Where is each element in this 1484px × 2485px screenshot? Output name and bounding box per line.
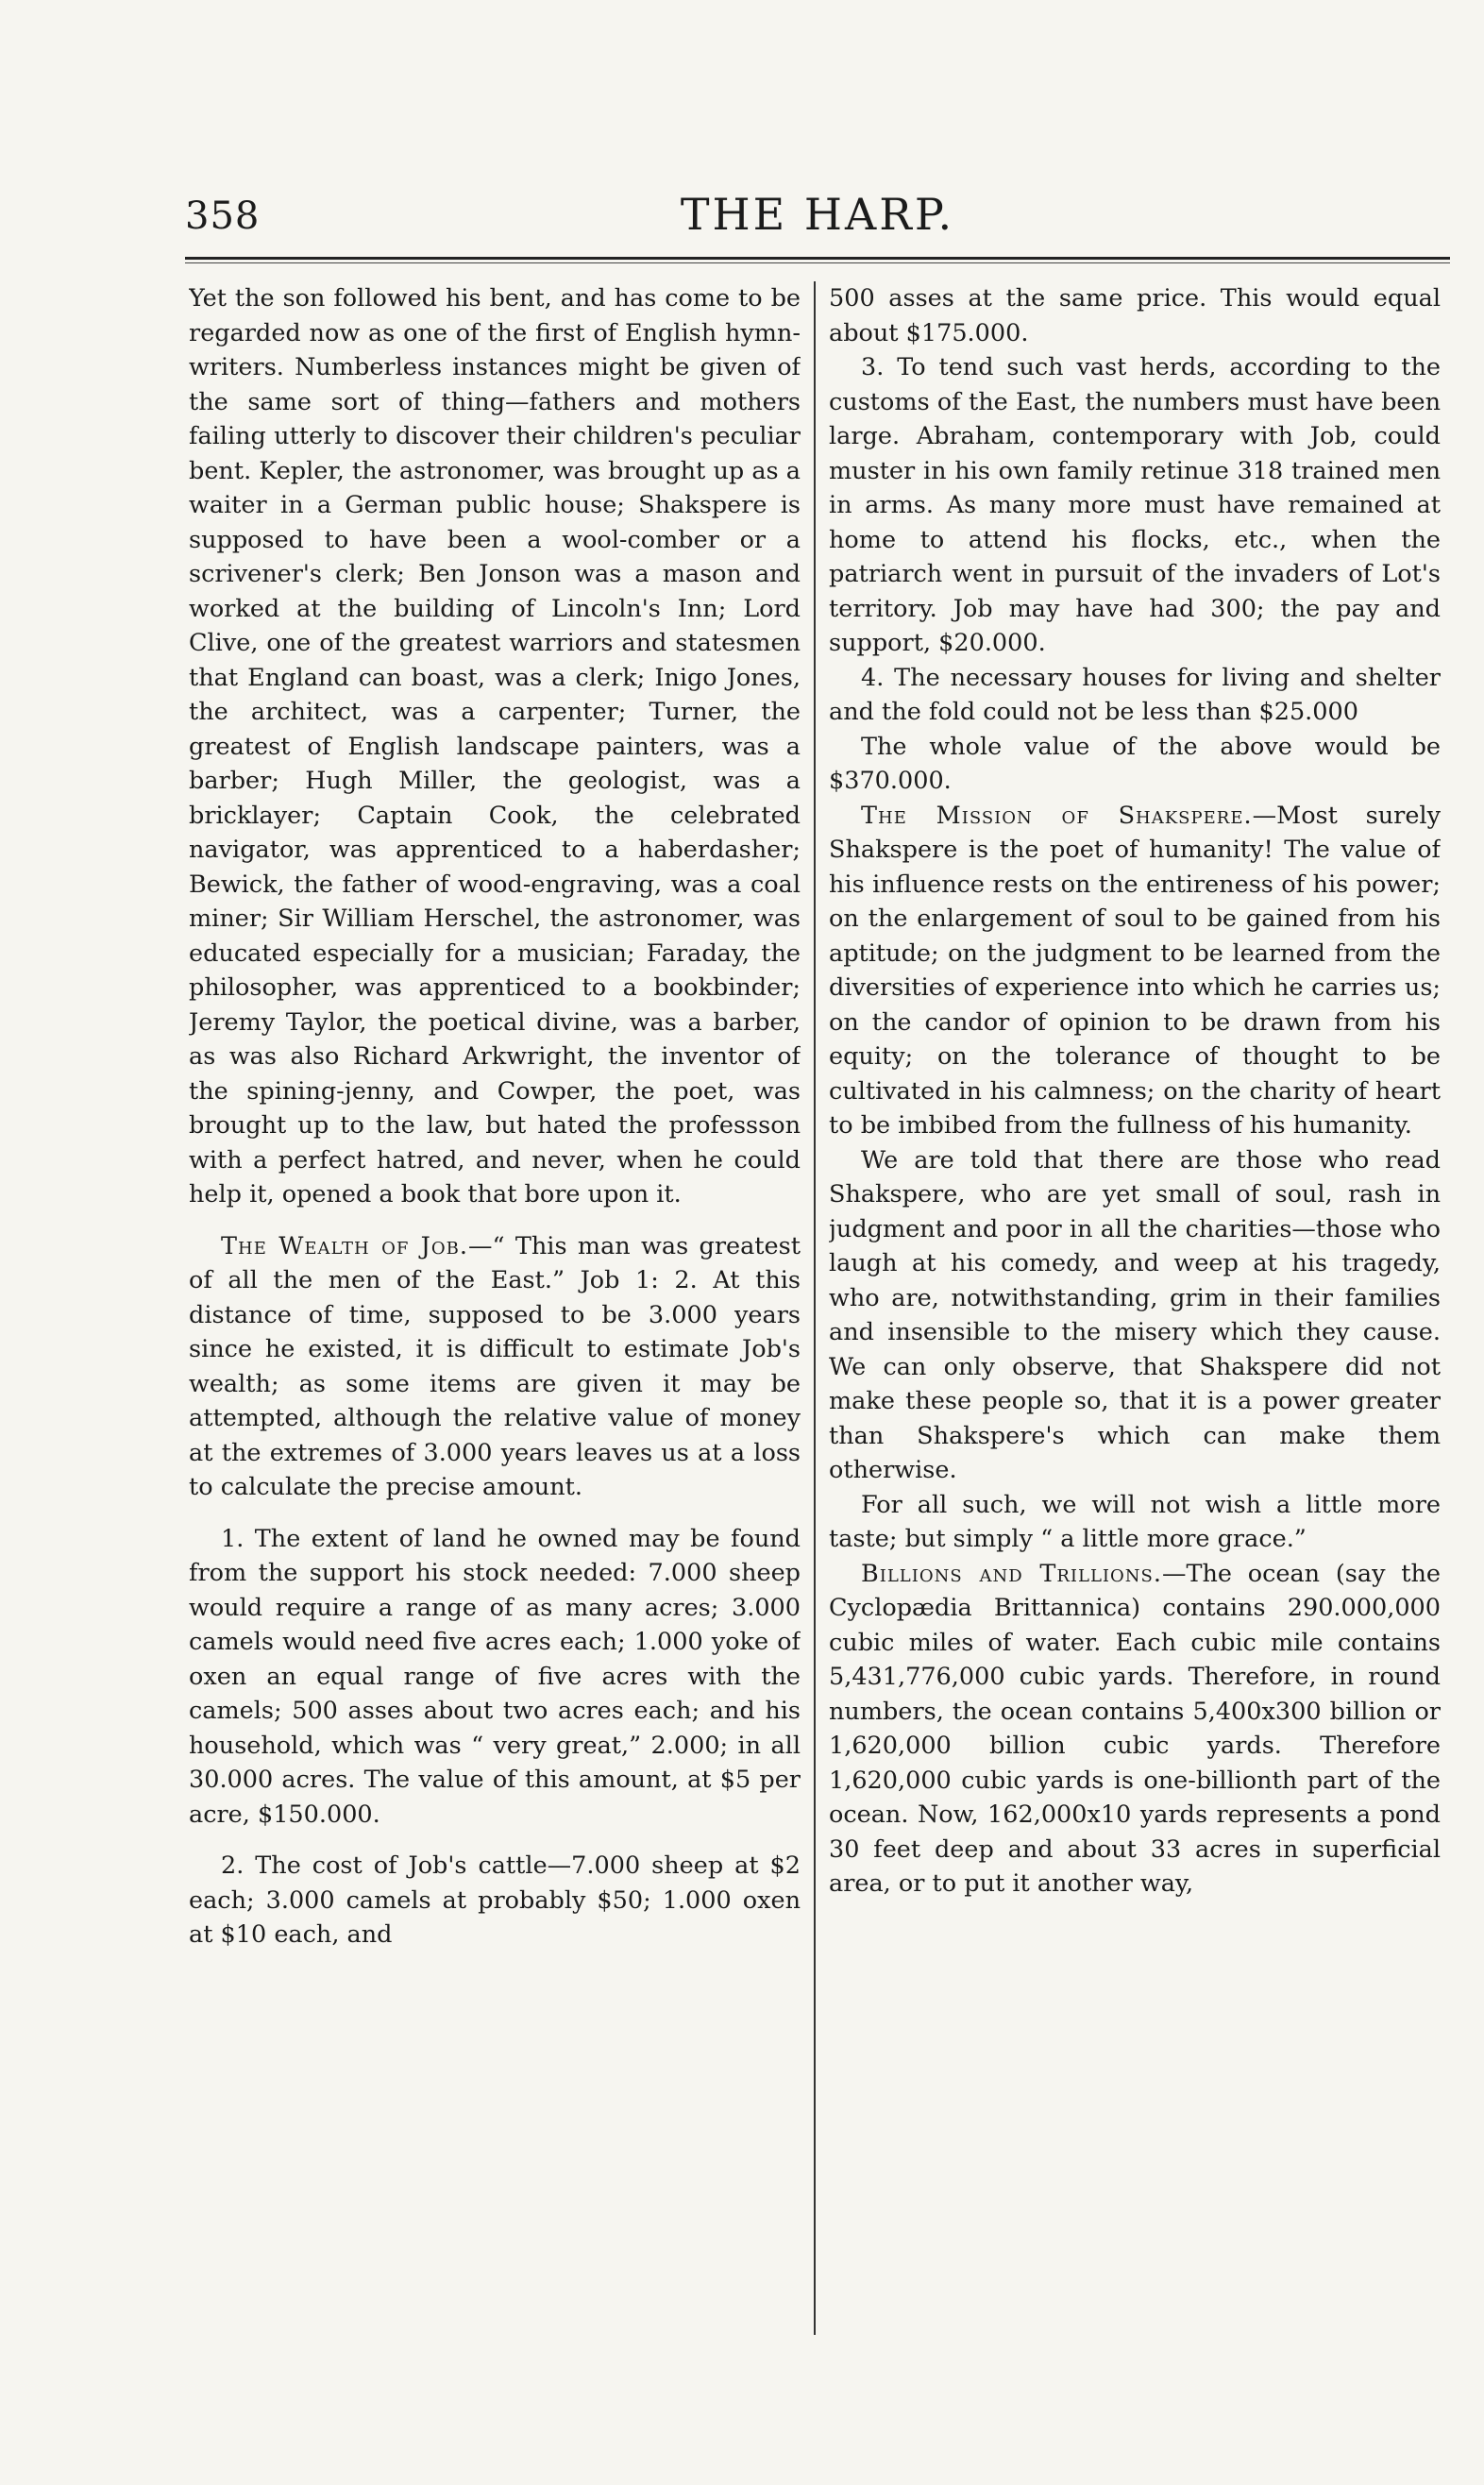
- paragraph-we-are-told: We are told that there are those who read Shakspere, who are yet small of soul, rash in judgment and poor in all the charities—those who laugh at his comedy, and weep at his tragedy, who are, notwithstanding, grim in their families and insensible to the misery which they cause. We can only observe, that Shakspere did not make these people so, that it is a power greater than Shakspere's which can make them otherwise.: [829, 1145, 1441, 1484]
- paragraph-for-all-such: For all such, we will not wish a little more taste; but simply “ a little more grace.”: [829, 1490, 1441, 1553]
- paragraph-wealth-of-job: [189, 1229, 801, 1505]
- paragraph-total-value: The whole value of the above would be $370.000.: [829, 732, 1441, 795]
- page-header: [185, 189, 1450, 247]
- mission-of-shakspere-text: —Most surely Shakspere is the poet of humanity! The value of his influence rests on the entireness of his power; on the enlargement of soul to be gained from his aptitude; on the judgment to be learned from the diversities of experience into which he carries us; on the candor of opinion to be drawn from his equity; on the tolerance of thought to be cultivated in his calmness; on the charity of heart to be imbibed from the fullness of his humanity.: [829, 801, 1441, 1140]
- paragraph-billions-and-trillions: [829, 1557, 1441, 1902]
- wealth-of-job-text: —“ This man was greatest of all the men of the East.” Job 1: 2. At this distance of time, supposed to be 3.000 years since he existed, it is difficult to estimate Job's wealth; as some items are given it may be attempted, although the relative value of money at the extremes of 3.000 years leaves us at a loss to calculate the precise amount.: [189, 1231, 801, 1501]
- paragraph-item-2: 2. The cost of Job's cattle—7.000 sheep at $2 each; 3.000 camels at probably $50; 1.000 oxen at $10 each, and: [189, 1851, 801, 1949]
- paragraph-item-3: 3. To tend such vast herds, according to the customs of the East, the numbers must have been large. Abraham, contemporary with Job, could muster in his own family retinue 318 trained men in arms. As many more must have remained at home to attend his flocks, etc., when the patriarch went in pursuit of the invaders of Lot's territory. Job may have had 300; the pay and support, $20.000.: [829, 353, 1441, 657]
- section-heading-wealth-of-job: The Wealth of Job.: [221, 1231, 468, 1260]
- column-divider: [814, 281, 816, 2335]
- header-rule: [185, 257, 1450, 263]
- right-column: [829, 281, 1441, 2334]
- paragraph-continued: 500 asses at the same price. This would equal about $175.000.: [829, 284, 1441, 347]
- section-heading-billions-and-trillions: Billions and Trillions.: [861, 1559, 1162, 1588]
- running-title: THE HARP.: [680, 189, 955, 240]
- left-column: [189, 281, 801, 2334]
- paragraph-mission-of-shakspere: [829, 799, 1441, 1143]
- billions-and-trillions-text: —The ocean (say the Cyclopædia Brittannica) contains 290.000,000 cubic miles of water. Each cubic mile contains 5,431,776,000 cubic yards. Therefore, in round numbers, the ocean contains 5,400x300 billion or 1,620,000 billion cubic yards. Therefore 1,620,000 cubic yards is one-billionth part of the ocean. Now, 162,000x10 yards represents a pond 30 feet deep and about 33 acres in superficial area, or to put it another way,: [829, 1559, 1441, 1898]
- section-heading-mission-of-shakspere: The Mission of Shakspere.: [861, 801, 1253, 830]
- page-number: 358: [185, 194, 261, 238]
- paragraph-item-4: 4. The necessary houses for living and shelter and the fold could not be less than $25.000: [829, 663, 1441, 726]
- paragraph-item-1: 1. The extent of land he owned may be found from the support his stock needed: 7.000 sheep would require a range of as many acres; 3.000 camels would need five acres each; 1.000 yoke of oxen an equal range of five acres with the camels; 500 asses about two acres each; and his household, which was “ very great,” 2.000; in all 30.000 acres. The value of this amount, at $5 per acre, $150.000.: [189, 1524, 801, 1829]
- paragraph-hymn-writers: Yet the son followed his bent, and has come to be regarded now as one of the first of English hymn-writers. Numberless instances might be given of the same sort of thing—fathers and mothers failing utterly to discover their children's peculiar bent. Kepler, the astronomer, was brought up as a waiter in a German public house; Shakspere is supposed to have been a wool-comber or a scrivener's clerk; Ben Jonson was a mason and worked at the building of Lincoln's Inn; Lord Clive, one of the greatest warriors and statesmen that England can boast, was a clerk; Inigo Jones, the architect, was a carpenter; Turner, the greatest of English landscape painters, was a barber; Hugh Miller, the geologist, was a bricklayer; Captain Cook, the celebrated navigator, was apprenticed to a haberdasher; Bewick, the father of wood-engraving, was a coal miner; Sir William Herschel, the astronomer, was educated especially for a musician; Faraday, the philosopher, was apprenticed to a bookbinder; Jeremy Taylor, the poetical divine, was a barber, as was also Richard Arkwright, the inventor of the spining-jenny, and Cowper, the poet, was brought up to the law, but hated the professson with a perfect hatred, and never, when he could help it, opened a book that bore upon it.: [189, 284, 801, 1209]
